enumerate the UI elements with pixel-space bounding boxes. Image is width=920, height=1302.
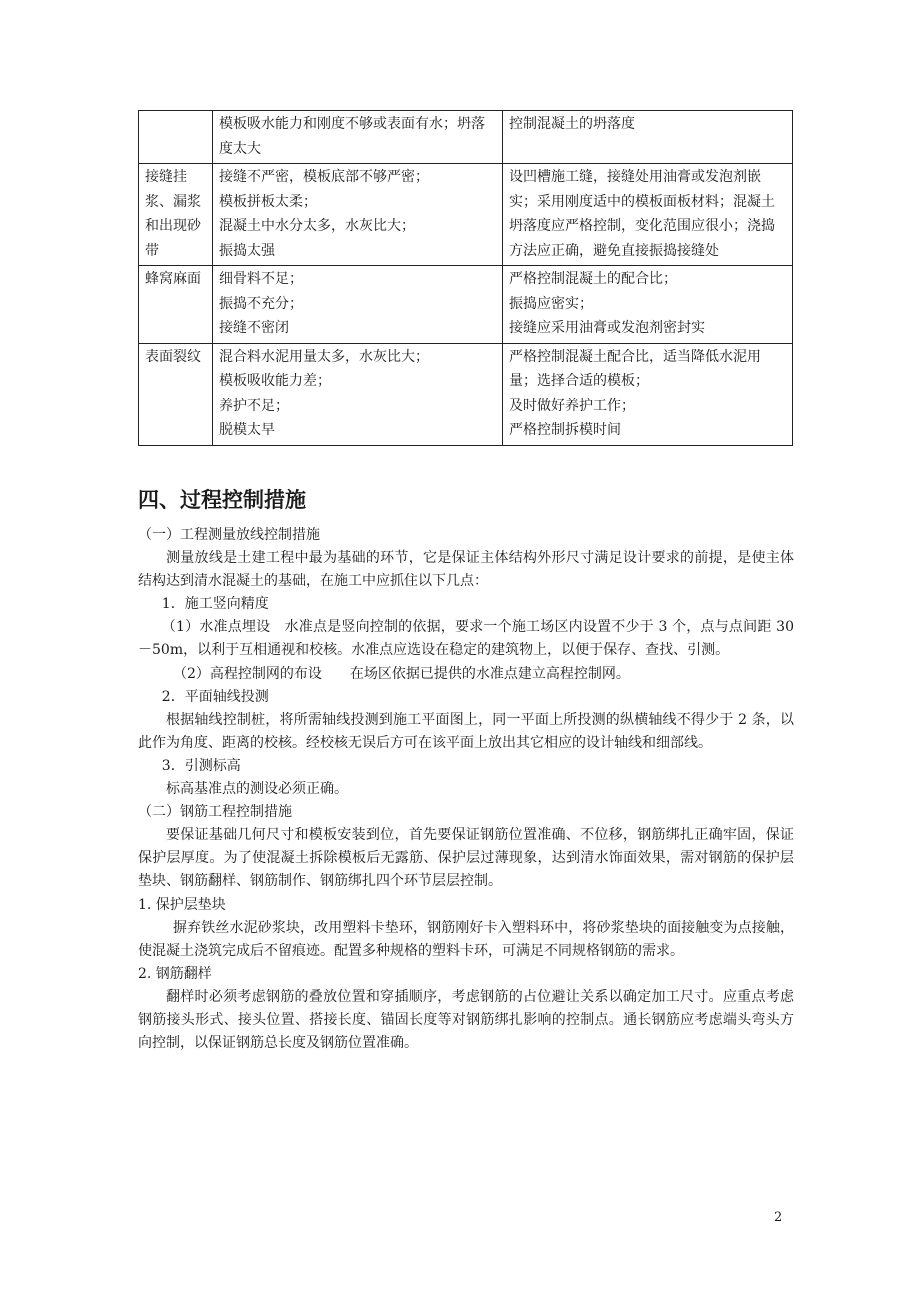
cause-line: 振捣不充分；	[219, 295, 303, 312]
cause-line: 混合料水泥用量太多，水灰比大；	[219, 348, 429, 365]
survey-item-3-text: 标高基准点的测设必须正确。	[166, 781, 348, 798]
cause-line: 细骨料不足；	[219, 271, 303, 287]
survey-item-1-heading: 1．施工竖向精度	[161, 596, 269, 613]
defect-measure-cell	[503, 266, 793, 344]
defect-name-cell: 蜂窝麻面	[139, 266, 213, 344]
page-number: 2	[774, 1210, 783, 1225]
table-row	[139, 164, 793, 266]
defect-table-body	[139, 111, 793, 446]
survey-item-2-heading: 2．平面轴线投测	[161, 688, 269, 705]
defect-measure-cell	[503, 164, 793, 266]
defect-table	[138, 110, 793, 446]
survey-item-3-heading: 3．引测标高	[161, 757, 241, 774]
table-row	[139, 111, 793, 164]
rebar-item-1-text: 摒弃铁丝水泥砂浆块，改用塑料卡垫环，钢筋刚好卡入塑料环中，将砂浆垫块的面接触变为点接触，使混凝土浇筑完成后不留痕迹。配置多种规格的塑料卡环，可满足不同规格钢筋的需求。	[138, 919, 794, 959]
table-row	[139, 343, 793, 445]
cause-line: 模板吸水能力和刚度不够或表面有水；坍落度太大	[219, 116, 485, 157]
defect-measure-cell	[503, 111, 793, 164]
defect-name-cell: 表面裂纹	[139, 343, 213, 445]
survey-item-2-text: 根据轴线控制桩，将所需轴线投测到施工平面图上，同一平面上所投测的纵横轴线不得少于 2 条，以此作为角度、距离的校核。经校核无误后方可在该平面上放出其它相应的设计轴线和细部线。	[138, 711, 794, 751]
measure-line: 严格控制混凝土的配合比；	[509, 271, 677, 287]
section-body	[138, 524, 794, 1055]
defect-cause-cell	[213, 164, 503, 266]
cause-line: 混凝土中水分太多，水灰比大；	[219, 218, 415, 234]
cause-line: 模板拼板太柔；	[219, 193, 317, 210]
cause-line: 振捣太强	[219, 242, 275, 259]
survey-item-1-1: （1）水准点埋设 水准点是竖向控制的依据，要求一个施工场区内设置不少于 3 个，点与点间距 30－50m，以利于互相通视和校核。水准点应选设在稳定的建筑物上，以便于保存、查找、引测。	[138, 619, 794, 659]
rebar-item-2-heading: 2. 钢筋翻样	[138, 965, 212, 982]
measure-line: 严格控制混凝土配合比，适当降低水泥用量；选择合适的模板；	[509, 348, 761, 389]
rebar-item-1-heading: 1. 保护层垫块	[138, 896, 226, 913]
measure-line: 设凹槽施工缝，接缝处用油膏或发泡剂嵌实；采用刚度适中的模板面板材料；混凝土坍落度应严格控制，变化范围应很小；浇捣方法应正确，避免直接振捣接缝处	[509, 169, 775, 259]
cause-line: 脱模太早	[219, 422, 275, 438]
defect-cause-cell	[213, 111, 503, 164]
rebar-intro: 要保证基础几何尺寸和模板安装到位，首先要保证钢筋位置准确、不位移，钢筋绑扎正确牢固，保证保护层厚度。为了使混凝土拆除模板后无露筋、保护层过薄现象，达到清水饰面效果，需对钢筋的保护层垫块、钢筋翻样、钢筋制作、钢筋绑扎四个环节层层控制。	[138, 827, 794, 890]
cause-line: 养护不足；	[219, 397, 289, 414]
measure-line: 及时做好养护工作；	[509, 397, 635, 414]
defect-name-cell: 接缝挂浆、漏浆和出现砂带	[139, 164, 213, 266]
measure-line: 接缝应采用油膏或发泡剂密封实	[509, 320, 705, 336]
measure-line: 控制混凝土的坍落度	[509, 116, 635, 132]
subsection-heading-survey: （一）工程测量放线控制措施	[138, 527, 320, 543]
defect-cause-cell	[213, 266, 503, 344]
defect-measure-cell	[503, 343, 793, 445]
subsection-heading-rebar: （二）钢筋工程控制措施	[138, 804, 292, 821]
defect-cause-cell	[213, 343, 503, 445]
section-title: 四、过程控制措施	[138, 488, 306, 512]
cause-line: 接缝不严密，模板底部不够严密；	[219, 169, 429, 185]
rebar-item-2-text: 翻样时必须考虑钢筋的叠放位置和穿插顺序，考虑钢筋的占位避让关系以确定加工尺寸。应重点考虑钢筋接头形式、接头位置、搭接长度、锚固长度等对钢筋绑扎影响的控制点。通长钢筋应考虑端头弯头方向控制，以保证钢筋总长度及钢筋位置准确。	[138, 988, 794, 1052]
measure-line: 严格控制拆模时间	[509, 422, 621, 438]
cause-line: 接缝不密闭	[219, 320, 289, 336]
survey-item-1-2: （2）高程控制网的布设 在场区依据已提供的水准点建立高程控制网。	[173, 665, 630, 682]
survey-intro: 测量放线是土建工程中最为基础的环节，它是保证主体结构外形尺寸满足设计要求的前提，是使主体结构达到清水混凝土的基础，在施工中应抓住以下几点：	[138, 550, 794, 590]
table-row	[139, 266, 793, 344]
defect-name-cell	[139, 111, 213, 164]
measure-line: 振捣应密实；	[509, 295, 593, 312]
cause-line: 模板吸收能力差；	[219, 373, 331, 389]
